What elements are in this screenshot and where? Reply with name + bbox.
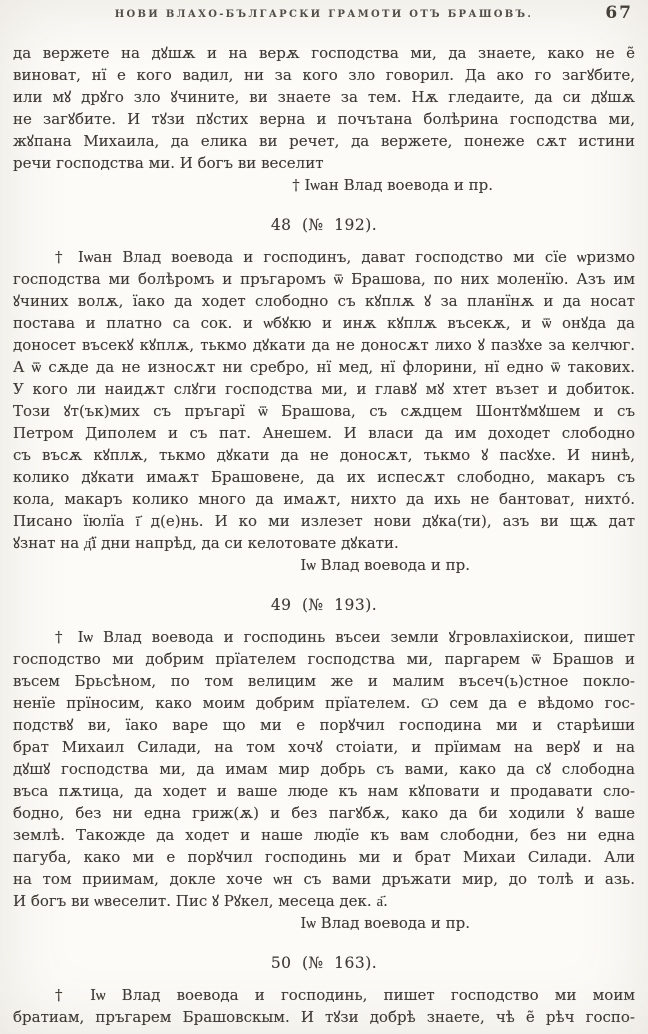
text-line: Този ꙋт(ък)мих съ пръгарї ѿ Брашова, съ сѫдцем Шонтꙋмꙋшем и съ bbox=[13, 402, 635, 420]
text-line: подствꙋ ви, їако варе що ми е порꙋчил господина ми и старѣиши bbox=[13, 716, 635, 734]
signature-line: Іѡ Влад воевода и пр. bbox=[300, 914, 470, 932]
text-line: Петром Диполем и съ пат. Анешем. И власи да им доходет слободно bbox=[13, 424, 635, 442]
page-body bbox=[0, 24, 648, 1028]
text-line: кола, макаръ колико много да имаѫт, нихто да ихь не бантоват, нихто́. bbox=[13, 490, 635, 508]
text-line: братиам, пръгарем Брашовскым. И тꙋзи добрѣ знаете, чѣ е̃ рѣч госпо- bbox=[13, 1008, 635, 1026]
running-title: НОВИ ВЛАХО-БЪЛГАРСКИ ГРАМОТИ ОТЪ БРАШОВЪ. bbox=[114, 9, 534, 20]
text-line: или мꙋ дрꙋго зло ꙋчините, ви знаете за тем. Нѫ гледаите, да си дꙋшѫ bbox=[13, 88, 635, 106]
text-line: † Іѡ Влад воевода и господинь, пишет господство ми моим bbox=[55, 986, 635, 1004]
text-line: да вержете на дꙋшѫ и на верѫ господства ми, да знаете, како не е̃ bbox=[13, 44, 635, 62]
paragraph-lines bbox=[13, 246, 635, 554]
text-line: А ѿ сѫде да не износѫт ни сребро, нї мед, нї флорини, нї едно ѿ такових. bbox=[13, 358, 635, 376]
text-line: въсем Брьсѣном, по том велицим же и малим въсеч(ь)стное покло- bbox=[13, 672, 635, 690]
charter-section-50 bbox=[13, 952, 635, 1028]
paragraph-continuation bbox=[13, 42, 635, 196]
text-line: ꙋчиних волѫ, їако да ходет слободно съ кꙋплѫ ꙋ за планїнѫ и да носат bbox=[13, 292, 635, 310]
text-line: Писано їюлїа ї҃ д(е)нь. И ко ми излезет нови дꙋка(ти), азъ ви щѫ дат bbox=[13, 512, 635, 530]
section-heading: 49 (№ 193). bbox=[270, 596, 378, 614]
paragraph-lines bbox=[13, 626, 635, 912]
text-line: не загꙋбите. И тꙋзи пꙋстих верна и почътана болѣрина господства ми, bbox=[13, 110, 635, 128]
text-line: † Іѡан Влад воевода и господинъ, дават господство ми сїе ѡризмо bbox=[55, 248, 635, 266]
signature-line: Іѡ Влад воевода и пр. bbox=[300, 556, 470, 574]
section-heading: 48 (№ 192). bbox=[270, 216, 378, 234]
text-line: виноват, нї е кого вадил, ни за кого зло говорил. Да ако го загꙋбите, bbox=[13, 66, 635, 84]
paragraph-lines bbox=[13, 42, 635, 174]
charter-section-48 bbox=[13, 214, 635, 576]
section-heading: 50 (№ 163). bbox=[270, 954, 378, 972]
running-header bbox=[0, 0, 648, 24]
text-line: ненїе прїносим, како моим добрим прїателем. Ѡ сем да е вѣдомо гос- bbox=[13, 694, 635, 712]
text-line: съ въсѫ кꙋплѫ, тькмо дꙋкати да не доносѫт, тькмо ꙋ пасꙋхе. И нинѣ, bbox=[13, 446, 635, 464]
text-line: доносет въсекꙋ кꙋплѫ, тькмо дꙋкати да не доносѫт лихо ꙋ пазꙋхе за келчюг. bbox=[13, 336, 635, 354]
text-line: господство ми добрим прїателем господства ми, паргарем ѿ Брашов и bbox=[13, 650, 635, 668]
page-number: 67 bbox=[605, 3, 633, 23]
text-line: жꙋпана Михаила, да елика ви речет, да вержете, понеже сѫт истини bbox=[13, 132, 635, 150]
text-line: въса пѫтица, да ходет и ваше люде къ нам кꙋповати и продавати сло- bbox=[13, 782, 635, 800]
text-line: И богъ ви ѡвеселит. Пис ꙋ Рꙋкел, месеца дек. а҃. bbox=[13, 892, 388, 910]
signature-line: † Іѡан Влад воевода и пр. bbox=[292, 176, 493, 194]
text-line: пагуба, како ми е порꙋчил господинь ми и брат Михаи Силади. Али bbox=[13, 848, 635, 866]
text-line: господства ми болѣромъ и пръгаромъ ѿ Брашова, по них моленїю. Азъ им bbox=[13, 270, 635, 288]
text-line: брат Михаил Силади, на том хочꙋ стоіати, и прїимам на верꙋ и на bbox=[13, 738, 635, 756]
charter-section-49 bbox=[13, 594, 635, 934]
paragraph-lines bbox=[13, 984, 635, 1028]
text-line: колико дꙋкати имаѫт Брашовене, да их испесѫт слободно, макаръ съ bbox=[13, 468, 635, 486]
text-line: бодно, без ни една гриж(ѫ) и без пагꙋбѫ, како да би ходили ꙋ ваше bbox=[13, 804, 635, 822]
text-line: † Іѡ Влад воевода и господинь въсеи земли ꙋгровлахіискои, пишет bbox=[55, 628, 635, 646]
text-line: дꙋшꙋ господства ми, да имам мир добрь съ вами, како да сꙋ слободна bbox=[13, 760, 635, 778]
text-line: У кого ли наидѫт слꙋги господства ми, и главꙋ мꙋ хтет възет и добиток. bbox=[13, 380, 635, 398]
text-line: ꙋзнат на д҃ї дни напрѣд, да си келотовате дꙋкати. bbox=[13, 534, 399, 552]
text-line: постава и платно са сок. и ѡбꙋкю и инѫ кꙋплѫ въсекѫ, и ѿ онꙋда да bbox=[13, 314, 635, 332]
text-line: на том приимам, докле хоче ѡн съ вами дръжати мир, до толѣ и азь. bbox=[13, 870, 635, 888]
text-line: землѣ. Такожде да ходет и наше людїе къ вам слободни, без ни една bbox=[13, 826, 635, 844]
text-line: речи господства ми. И богъ ви веселит bbox=[13, 154, 324, 172]
